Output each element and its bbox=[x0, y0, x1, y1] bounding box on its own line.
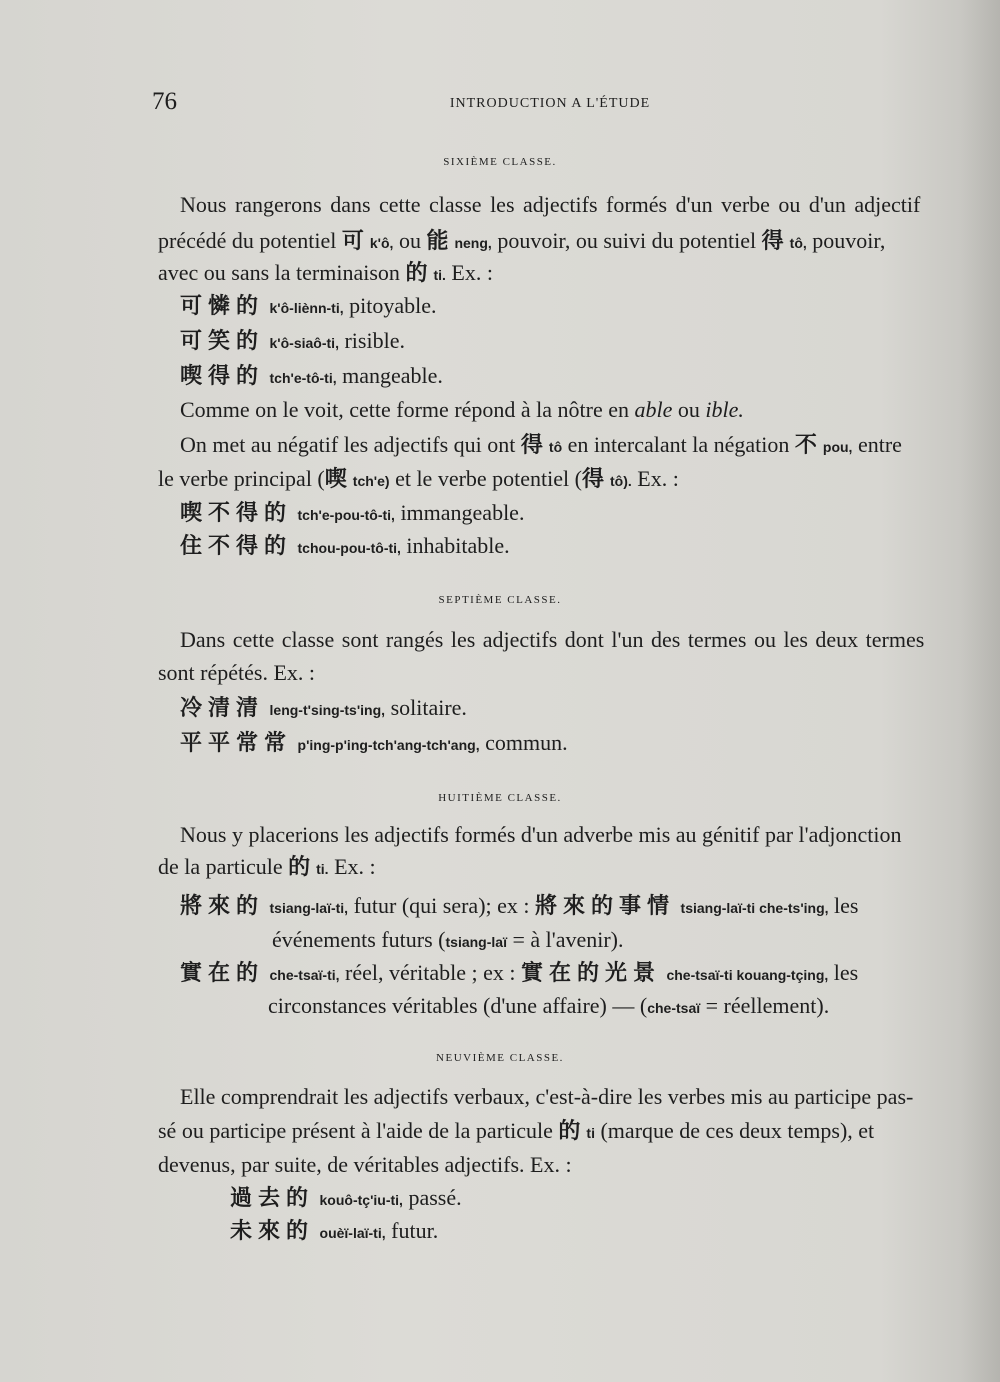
romanization: tsiang-laï bbox=[445, 934, 507, 950]
text-run: = à l'avenir). bbox=[512, 927, 624, 952]
paragraph-line bbox=[272, 925, 624, 957]
text-run: avec ou sans la terminaison bbox=[158, 260, 400, 285]
gloss: futur. bbox=[391, 1218, 439, 1243]
text-run: Ex. : bbox=[334, 854, 376, 879]
chinese-term: 未來的 bbox=[230, 1219, 315, 1244]
text-run: ou bbox=[398, 228, 421, 253]
romanization: k'ô, bbox=[369, 235, 394, 251]
romanization: k'ô-siaô-ti, bbox=[269, 335, 339, 351]
gloss: pitoyable. bbox=[349, 293, 437, 318]
text-run: circonstances véritables (d'une affaire) — ( bbox=[268, 993, 648, 1018]
gloss: inhabitable. bbox=[406, 533, 510, 558]
gloss: immangeable. bbox=[400, 500, 525, 525]
chinese-character: 的 bbox=[405, 261, 434, 286]
text-run: les bbox=[833, 960, 859, 985]
text-run: de la particule bbox=[158, 854, 283, 879]
example-line bbox=[180, 727, 568, 761]
chinese-term: 喫得的 bbox=[180, 364, 265, 389]
paragraph-line: sont répétés. Ex. : bbox=[158, 660, 316, 685]
section-title-neuvieme: NEUVIÈME CLASSE. bbox=[436, 1052, 564, 1064]
text-run: (marque de ces deux temps), et bbox=[600, 1118, 875, 1143]
romanization: tsiang-laï-ti che-ts'ing, bbox=[680, 900, 829, 916]
text-run: événements futurs ( bbox=[272, 927, 446, 952]
italic-term: able bbox=[634, 397, 673, 422]
text-run: pouvoir, ou suivi du potentiel bbox=[497, 228, 757, 253]
chinese-term: 住不得的 bbox=[180, 534, 293, 559]
chinese-term: 實在的 bbox=[180, 961, 265, 986]
example-line bbox=[180, 290, 437, 324]
example-line bbox=[230, 1215, 438, 1249]
text-run: Comme on le voit, cette forme répond à la nôtre en bbox=[180, 397, 630, 422]
text-run: le verbe principal ( bbox=[158, 466, 325, 491]
chinese-term: 喫不得的 bbox=[180, 501, 293, 526]
text-run: sé ou participe présent à l'aide de la particule bbox=[158, 1118, 553, 1143]
paragraph-line bbox=[158, 1116, 874, 1148]
romanization: pou, bbox=[822, 439, 853, 455]
example-line bbox=[180, 325, 405, 359]
chinese-character: 喫 bbox=[324, 467, 353, 492]
example-line bbox=[180, 957, 858, 991]
romanization: tsiang-laï-ti, bbox=[269, 900, 349, 916]
chinese-character: 得 bbox=[520, 433, 549, 458]
example-line bbox=[230, 1182, 462, 1216]
gloss: passé. bbox=[408, 1185, 462, 1210]
paragraph-line bbox=[158, 852, 376, 884]
chinese-term: 可憐的 bbox=[180, 294, 265, 319]
gloss: futur (qui sera); ex : bbox=[353, 893, 530, 918]
chinese-term: 平平常常 bbox=[180, 731, 293, 756]
romanization: neng, bbox=[454, 235, 492, 251]
chinese-term: 實在的光景 bbox=[520, 961, 661, 986]
text-run: Ex. : bbox=[637, 466, 679, 491]
chinese-character: 不 bbox=[794, 433, 823, 458]
romanization: ti. bbox=[433, 267, 446, 283]
running-title: INTRODUCTION A L'ÉTUDE bbox=[449, 96, 651, 111]
romanization: tch'e) bbox=[352, 473, 390, 489]
paragraph-line: Nous y placerions les adjectifs formés d'un adverbe mis au génitif par l'adjonction bbox=[180, 822, 902, 847]
example-line bbox=[180, 890, 859, 924]
chinese-term: 將來的 bbox=[180, 894, 265, 919]
gloss: commun. bbox=[485, 730, 568, 755]
romanization: ouèï-laï-ti, bbox=[319, 1225, 386, 1241]
section-title-sixieme: SIXIÈME CLASSE. bbox=[443, 156, 557, 168]
romanization: ti bbox=[586, 1125, 595, 1141]
romanization: tô bbox=[548, 439, 563, 455]
romanization: tô). bbox=[610, 473, 632, 489]
text-run: précédé du potentiel bbox=[158, 228, 337, 253]
text-run: et le verbe potentiel ( bbox=[395, 466, 582, 491]
paragraph-line bbox=[180, 395, 744, 425]
example-line bbox=[180, 497, 524, 531]
chinese-character: 得 bbox=[581, 467, 610, 492]
paragraph-line bbox=[268, 991, 829, 1023]
romanization: tô, bbox=[789, 235, 807, 251]
paragraph-line: devenus, par suite, de véritables adjectifs. Ex. : bbox=[158, 1152, 572, 1177]
paragraph-line bbox=[158, 226, 885, 258]
romanization: che-tsaï bbox=[647, 1000, 701, 1016]
text-run: On met au négatif les adjectifs qui ont bbox=[180, 432, 516, 457]
chinese-term: 冷清清 bbox=[180, 696, 265, 721]
romanization: leng-t'sing-ts'ing, bbox=[269, 702, 386, 718]
chinese-character: 能 bbox=[426, 229, 455, 254]
romanization: p'ing-p'ing-tch'ang-tch'ang, bbox=[297, 737, 480, 753]
paragraph-line: Nous rangerons dans cette classe les adjectifs formés d'un verbe ou d'un adjectif bbox=[180, 192, 921, 217]
chinese-character: 得 bbox=[761, 229, 790, 254]
gloss: risible. bbox=[344, 328, 405, 353]
paragraph-line bbox=[158, 464, 679, 496]
chinese-term: 將來的事情 bbox=[535, 894, 676, 919]
paragraph-line bbox=[180, 430, 902, 462]
example-line bbox=[180, 692, 467, 726]
gloss: solitaire. bbox=[390, 695, 467, 720]
romanization: kouô-tç'iu-ti, bbox=[319, 1192, 403, 1208]
chinese-character: 可 bbox=[341, 229, 370, 254]
paragraph-line: Elle comprendrait les adjectifs verbaux, c'est-à-dire les verbes mis au participe pas- bbox=[180, 1084, 914, 1109]
example-line bbox=[180, 530, 510, 564]
gloss: mangeable. bbox=[342, 363, 443, 388]
romanization: tch'e-tô-ti, bbox=[269, 370, 337, 386]
romanization: che-tsaï-ti kouang-tçing, bbox=[666, 967, 829, 983]
chinese-term: 可笑的 bbox=[180, 329, 265, 354]
romanization: che-tsaï-ti, bbox=[269, 967, 340, 983]
text-run: = réellement). bbox=[705, 993, 830, 1018]
italic-term: ible. bbox=[705, 397, 744, 422]
paragraph-line bbox=[158, 258, 493, 290]
example-line bbox=[180, 360, 443, 394]
gloss: réel, véritable ; ex : bbox=[345, 960, 516, 985]
page-header bbox=[0, 88, 1000, 122]
page-number: 76 bbox=[152, 88, 177, 115]
section-title-huitieme: HUITIÈME CLASSE. bbox=[438, 792, 562, 804]
text-run: Ex. : bbox=[451, 260, 493, 285]
text-run: les bbox=[834, 893, 859, 918]
text-run: ou bbox=[677, 397, 700, 422]
romanization: tch'e-pou-tô-ti, bbox=[297, 507, 395, 523]
section-title-septieme: SEPTIÈME CLASSE. bbox=[438, 594, 562, 606]
chinese-character: 的 bbox=[558, 1119, 587, 1144]
romanization: tchou-pou-tô-ti, bbox=[297, 540, 401, 556]
text-run: en intercalant la négation bbox=[567, 432, 790, 457]
text-run: pouvoir, bbox=[812, 228, 886, 253]
chinese-character: 的 bbox=[288, 855, 317, 880]
romanization: ti. bbox=[316, 861, 329, 877]
text-run: entre bbox=[857, 432, 902, 457]
chinese-term: 過去的 bbox=[230, 1186, 315, 1211]
paragraph-line: Dans cette classe sont rangés les adjectifs dont l'un des termes ou les deux termes bbox=[180, 627, 925, 652]
romanization: k'ô-liènn-ti, bbox=[269, 300, 344, 316]
